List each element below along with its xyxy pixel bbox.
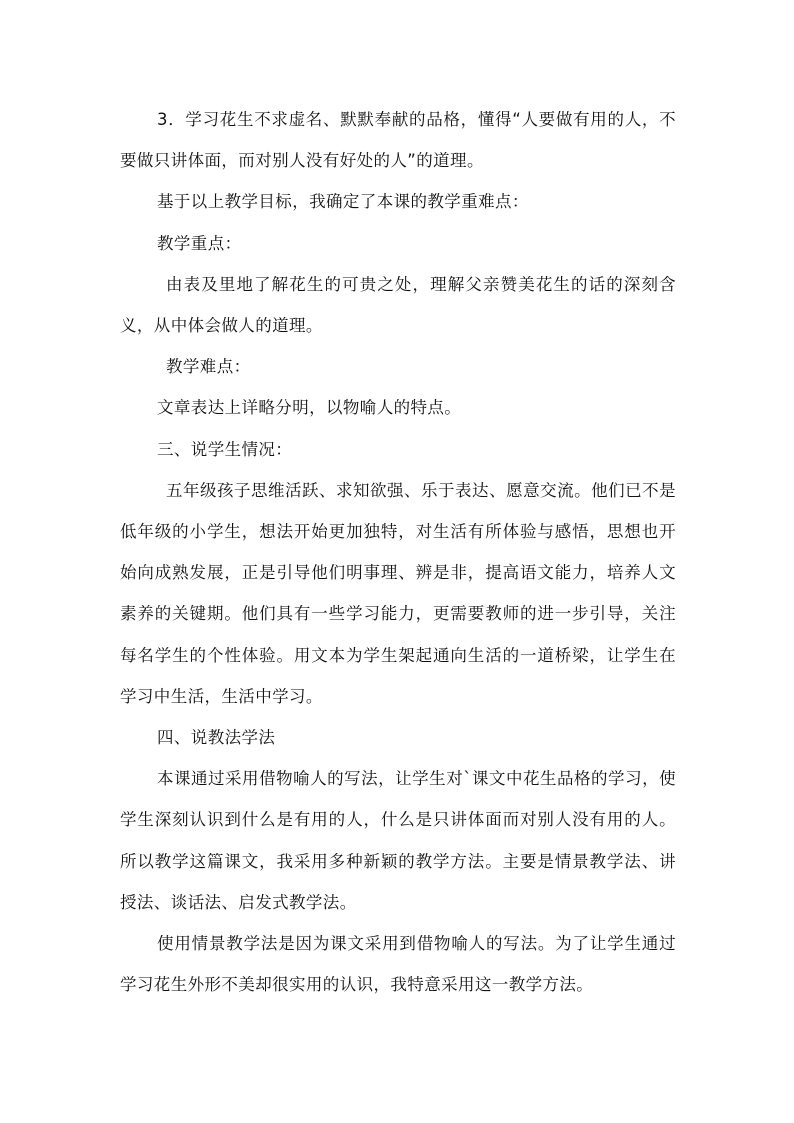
document-body [120,99,676,1005]
paragraph-objective-3: 3．学习花生不求虚名、默默奉献的品格，懂得“人要做有用的人，不要做只讲体面，而对别人没有好处的人”的道理。 [120,110,676,171]
heading-teaching-difficulty: 教学难点： [166,357,251,377]
heading-teaching-methods: 四、说教法学法 [157,728,276,748]
paragraph-teaching-difficulty: 文章表达上详略分明，以物喻人的特点。 [157,398,462,418]
paragraph-teaching-focus: 由表及里地了解花生的可贵之处，理解父亲赞美花生的话的深刻含义，从中体会做人的道理。 [120,274,676,336]
paragraph-intro-key-points: 基于以上教学目标，我确定了本课的教学重难点： [157,192,529,212]
heading-student-situation: 三、说学生情况： [157,439,293,459]
heading-teaching-focus: 教学重点： [157,233,242,253]
paragraph-student-situation: 五年级孩子思维活跃、求知欲强、乐于表达、愿意交流。他们已不是低年级的小学生，想法开始更加独特，对生活有所体验与感悟，思想也开始向成熟发展，正是引导他们明事理、辨是非，提高语文能力，培养人文素养的关键期。他们具有一些学习能力，更需要教师的进一步引导，关注每名学生的个性体验。用文本为学生架起通向生活的一道桥梁，让学生在学习中生活，生活中学习。 [120,480,676,706]
paragraph-situational-method: 使用情景教学法是因为课文采用到借物喻人的写法。为了让学生通过学习花生外形不美却很实用的认识，我特意采用这一教学方法。 [120,934,676,995]
paragraph-teaching-methods: 本课通过采用借物喻人的写法，让学生对`课文中花生品格的学习，使学生深刻认识到什么是有用的人，什么是只讲体面而对别人没有用的人。所以教学这篇课文，我采用多种新颖的教学方法。主要是情景教学法、讲授法、谈话法、启发式教学法。 [120,769,676,912]
